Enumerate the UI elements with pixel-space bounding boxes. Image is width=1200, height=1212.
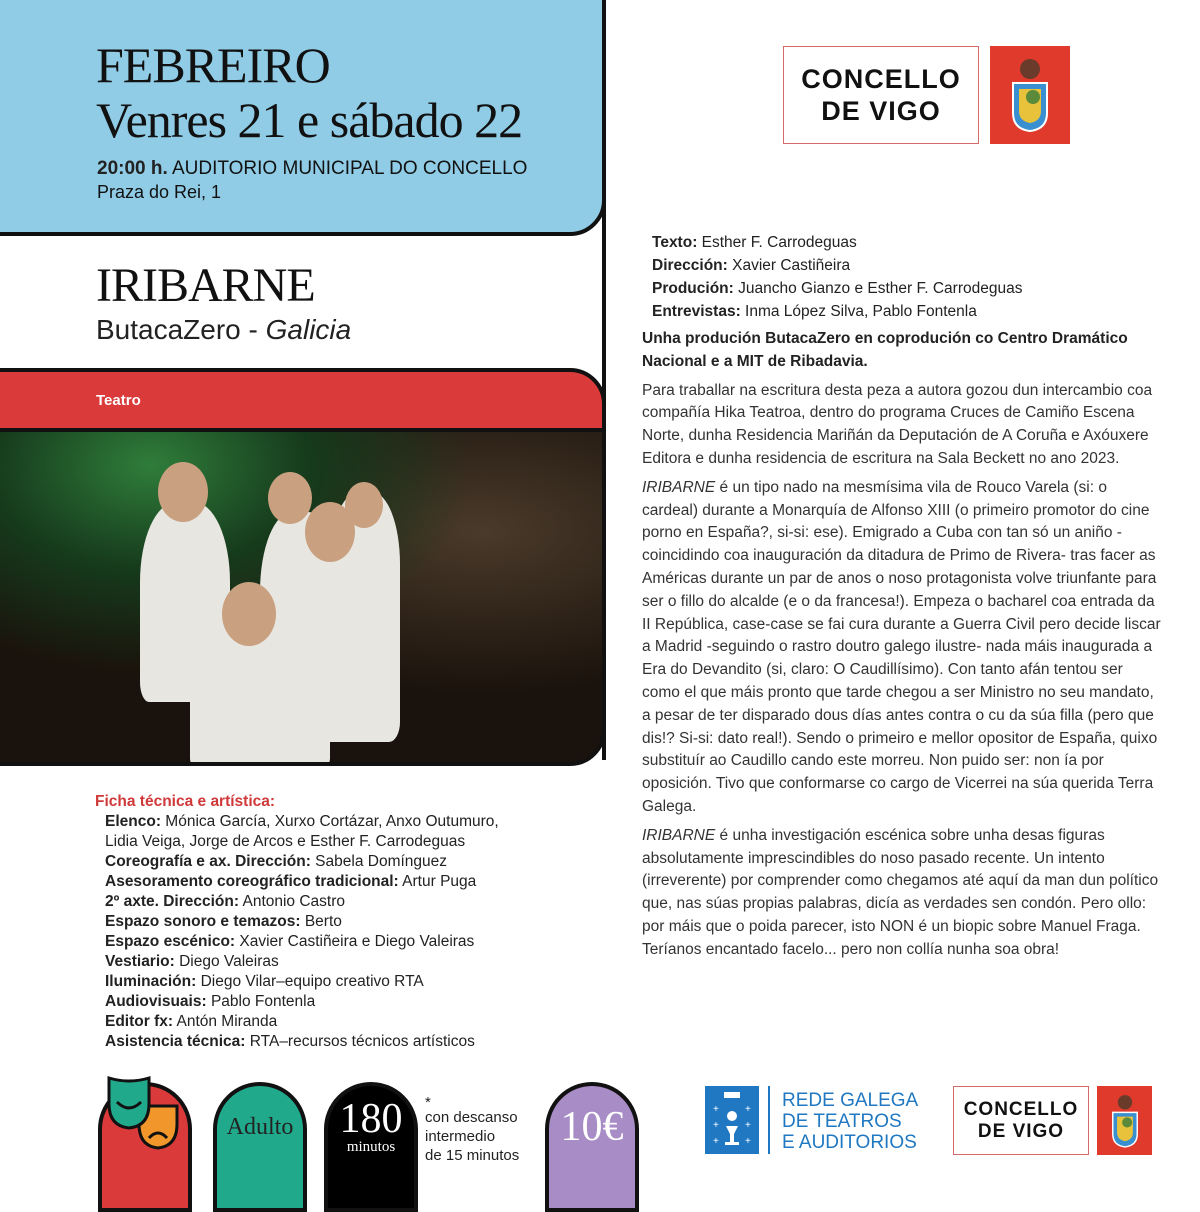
svg-text:+: + [713, 1136, 719, 1147]
svg-text:+: + [745, 1136, 751, 1147]
show-title: IRIBARNE [96, 259, 315, 312]
role: Coreografía e ax. Dirección: [105, 853, 311, 870]
names: Diego Vilar–equipo creativo RTA [196, 973, 424, 990]
credits [652, 231, 1022, 323]
technical-sheet [95, 792, 499, 1052]
technical-sheet-row [95, 1012, 499, 1032]
divider [768, 1086, 770, 1154]
role: Iluminación: [105, 973, 197, 990]
svg-text:+: + [745, 1104, 751, 1115]
note-text: con descanso intermedio de 15 minutos [425, 1109, 520, 1164]
names: Pablo Fontenla [206, 993, 316, 1010]
venue-name: AUDITORIO MUNICIPAL DO CONCELLO [172, 158, 528, 179]
credit-role: Dirección: [652, 257, 728, 274]
credit-names: Inma López Silva, Pablo Fontenla [740, 303, 977, 320]
rede-line3: E AUDITORIOS [782, 1132, 917, 1153]
technical-sheet-row [95, 872, 499, 892]
lead: Unha produción ButacaZero en coprodución co Centro Dramático Nacional e a MIT de Ribadavia. [642, 330, 1128, 370]
role: Vestiario: [105, 953, 175, 970]
technical-sheet-row [95, 912, 499, 932]
company [96, 314, 351, 346]
rede-galega-logo [782, 1090, 918, 1153]
audience-badge [213, 1082, 307, 1212]
vigo-coat-of-arms-icon [1097, 1086, 1152, 1155]
technical-sheet-row [95, 812, 499, 832]
credit-role: Entrevistas: [652, 303, 741, 320]
technical-sheet-row [95, 1032, 499, 1052]
names: RTA–recursos técnicos artísticos [245, 1033, 475, 1050]
intermission-note [425, 1094, 520, 1165]
names: Xavier Castiñeira e Diego Valeiras [235, 933, 475, 950]
role: Asistencia técnica: [105, 1033, 246, 1050]
duration: 180 [339, 1095, 403, 1142]
p3-text: é unha investigación escénica sobre unha desas figuras absolutamente imprescindibles do noso pasado recente. Un intento (irreverente) por comprender como chegamos até aquí da man dun político que, nas súas propias palabras, dicía as verdades sen condón. Pero ollo: por máis que o poida parecer, isto NON é un biopic sobre Manuel Fraga. Teríanos encantado facelo... pero non collía nunha soa obra! [642, 826, 1159, 958]
technical-sheet-row [95, 852, 499, 872]
credit-names: Juancho Gianzo e Esther F. Carrodeguas [733, 280, 1023, 297]
credit-row [652, 300, 1022, 323]
price: 10€ [560, 1104, 624, 1150]
audience: Adulto [226, 1113, 294, 1140]
paragraph-3 [642, 825, 1162, 962]
rede-line1: REDE GALEGA [782, 1090, 919, 1111]
role: 2º axte. Dirección: [105, 893, 240, 910]
names: Antón Miranda [173, 1013, 278, 1030]
technical-sheet-row [95, 992, 499, 1012]
names: Diego Valeiras [174, 953, 279, 970]
role: Espazo escénico: [105, 933, 236, 950]
names: Berto [300, 913, 342, 930]
vigo-coat-of-arms-icon [990, 46, 1070, 144]
logo-line1: CONCELLO [801, 64, 961, 94]
paragraph-2 [642, 477, 1162, 819]
credit-names: Xavier Castiñeira [727, 257, 851, 274]
technical-sheet-heading: Ficha técnica e artística: [95, 793, 276, 810]
price-badge [545, 1082, 639, 1212]
names: Antonio Castro [239, 893, 346, 910]
credit-role: Texto: [652, 234, 698, 251]
logo-line1: CONCELLO [963, 1098, 1079, 1120]
address: Praza do Rei, 1 [97, 182, 222, 202]
duration-badge [324, 1082, 418, 1212]
names: Lidia Veiga, Jorge de Arcos e Esther F. Carrodeguas [105, 833, 466, 850]
role: Espazo sonoro e temazos: [105, 913, 301, 930]
theatre-masks-icon [98, 1082, 192, 1212]
svg-text:+: + [713, 1120, 719, 1131]
logo-line2: DE VIGO [821, 96, 941, 126]
names: Artur Puga [398, 873, 477, 890]
logo-line2: DE VIGO [977, 1120, 1065, 1142]
dates: Venres 21 e sábado 22 [96, 92, 523, 148]
svg-text:+: + [713, 1104, 719, 1115]
technical-sheet-row [95, 972, 499, 992]
p2-text: é un tipo nado na mesmísima vila de Rouco Varela (si: o cardeal) durante a Monarquía de Alfonso XIII (o primeiro promotor do cine porno en España?, si-si: ese). Emigrado a Cuba con tan só un aniño -coincidindo coa inauguración da ditadura de Primo de Rivera- tras facer as Américas durante un par de anos o noso protagonista volve triunfante para ser o fillo do alcalde (e o da francesa!). Empeza o bacharel coa entrada da II República, case-case se fai cura durante a Guerra Civil pero decide liscar a Madrid -seguindo o rastro doutro galego ilustre- nada máis inaugurada a Era do Devandito (si, claro: O Caudillísimo). Con tanto afán tentou ser como el que máis pronto que tarde chegou a ser Ministro no seu mandato, a pesar de ter disparado dous días antes contra o cu da súa filla (pero que dis!? Si-si: dato real!). Sendo o primeiro e mellor opositor de España, quixo substituír ao Caudillo cando este morreu. Non puido ser: non ía por oposición. Tivo que conformarse co cargo de Vicerrei na súa querida Terra Galega. [642, 478, 1161, 815]
role: Editor fx: [105, 1013, 174, 1030]
p3-title: IRIBARNE [642, 826, 716, 844]
names: Mónica García, Xurxo Cortázar, Anxo Outumuro, [160, 813, 499, 830]
note-mark: * [425, 1094, 431, 1111]
company-name: ButacaZero - [96, 314, 266, 345]
venue [97, 158, 527, 180]
credit-row [652, 277, 1022, 300]
show-photo [0, 428, 606, 766]
time: 20:00 h. [97, 158, 168, 179]
technical-sheet-row [95, 952, 499, 972]
p2-title: IRIBARNE [642, 478, 716, 496]
technical-sheet-row [95, 892, 499, 912]
origin: Galicia [265, 314, 352, 345]
duration-unit: minutos [346, 1138, 396, 1155]
month: FEBREIRO [96, 37, 330, 93]
credit-names: Esther F. Carrodeguas [697, 234, 857, 251]
credit-role: Produción: [652, 280, 734, 297]
technical-sheet-row [95, 832, 499, 852]
description [642, 328, 1162, 968]
concello-vigo-logo-footer [953, 1086, 1089, 1155]
rede-line2: DE TEATROS [782, 1111, 902, 1132]
xunta-galicia-emblem-icon [705, 1086, 759, 1154]
role: Asesoramento coreográfico tradicional: [105, 873, 399, 890]
names: Sabela Domínguez [310, 853, 448, 870]
role: Audiovisuais: [105, 993, 207, 1010]
role: Elenco: [105, 813, 161, 830]
genre: Teatro [96, 392, 141, 409]
technical-sheet-row [95, 932, 499, 952]
svg-text:+: + [745, 1120, 751, 1131]
paragraph-1: Para traballar na escritura desta peza a autora gozou dun intercambio coa compañía Hika Teatroa, dentro do programa Cruces de Camiño Escena Norte, dunha Residencia Mariñán da Deputación de A Coruña e Axóuxere Editora e dunha residencia de escritura na Sala Beckett no ano 2023. [642, 381, 1153, 467]
credit-row [652, 254, 1022, 277]
concello-vigo-logo [783, 46, 979, 144]
credit-row [652, 231, 1022, 254]
